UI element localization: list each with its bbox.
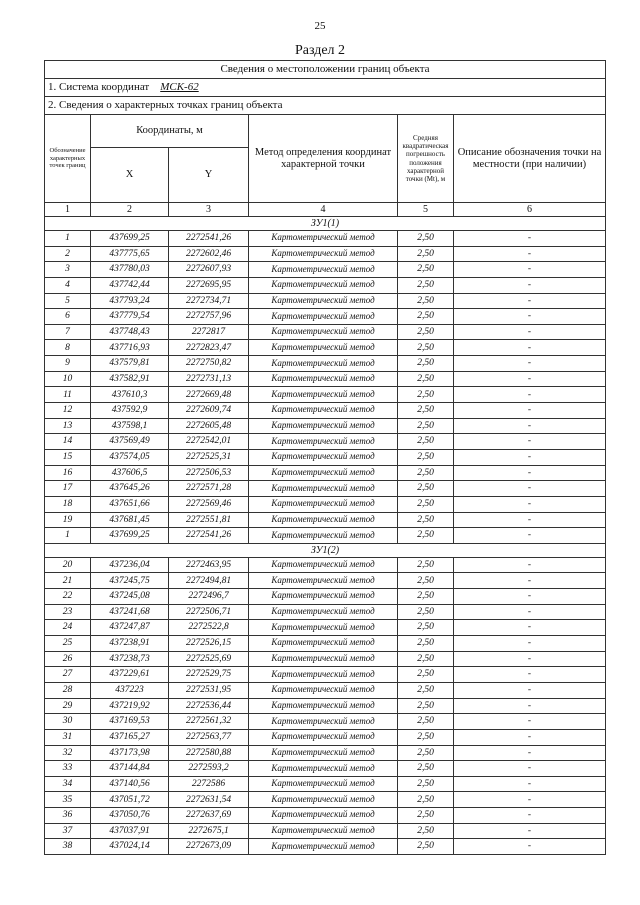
description-cell: - [454,729,606,745]
header-description: Описание обозначения точки на местности (при наличии) [454,115,606,203]
y-coordinate-cell: 2272563,77 [169,729,249,745]
y-coordinate-cell: 2272823,47 [169,340,249,356]
method-cell: Картометрический метод [249,340,398,356]
y-coordinate-cell: 2272506,53 [169,465,249,481]
table-row [45,729,606,745]
accuracy-cell: 2,50 [398,371,454,387]
y-coordinate-cell: 2272525,69 [169,651,249,667]
accuracy-cell: 2,50 [398,839,454,855]
accuracy-cell: 2,50 [398,528,454,544]
x-coordinate-cell: 437219,92 [91,698,169,714]
description-cell: - [454,387,606,403]
method-cell: Картометрический метод [249,371,398,387]
y-coordinate-cell: 2272607,93 [169,262,249,278]
y-coordinate-cell: 2272541,26 [169,231,249,247]
description-cell: - [454,371,606,387]
table-row [45,792,606,808]
method-cell: Картометрический метод [249,528,398,544]
point-id-cell: 6 [45,309,91,325]
x-coordinate-cell: 437681,45 [91,512,169,528]
accuracy-cell: 2,50 [398,387,454,403]
y-coordinate-cell: 2272525,31 [169,449,249,465]
point-id-cell: 16 [45,465,91,481]
table-row [45,512,606,528]
point-id-cell: 9 [45,356,91,372]
method-cell: Картометрический метод [249,729,398,745]
description-cell: - [454,403,606,419]
method-cell: Картометрический метод [249,573,398,589]
point-id-cell: 38 [45,839,91,855]
method-cell: Картометрический метод [249,808,398,824]
group-heading: ЗУ1(2) [45,543,606,557]
point-id-cell: 5 [45,293,91,309]
description-cell: - [454,418,606,434]
table-row [45,277,606,293]
y-coordinate-cell: 2272695,95 [169,277,249,293]
method-cell: Картометрический метод [249,636,398,652]
table-row [45,262,606,278]
description-cell: - [454,481,606,497]
x-coordinate-cell: 437645,26 [91,481,169,497]
method-cell: Картометрический метод [249,465,398,481]
table-row [45,651,606,667]
x-coordinate-cell: 437574,05 [91,449,169,465]
description-cell: - [454,651,606,667]
point-id-cell: 12 [45,403,91,419]
table-row [45,449,606,465]
x-coordinate-cell: 437793,24 [91,293,169,309]
point-id-cell: 8 [45,340,91,356]
x-coordinate-cell: 437247,87 [91,620,169,636]
description-cell: - [454,356,606,372]
header-point-designation: Обозначение характерных точек границ [45,115,91,203]
y-coordinate-cell: 2272551,81 [169,512,249,528]
coord-system-label: 1. Система координат [48,81,150,94]
accuracy-cell: 2,50 [398,636,454,652]
accuracy-cell: 2,50 [398,496,454,512]
accuracy-cell: 2,50 [398,262,454,278]
accuracy-cell: 2,50 [398,340,454,356]
description-cell: - [454,340,606,356]
accuracy-cell: 2,50 [398,557,454,573]
point-id-cell: 23 [45,604,91,620]
description-cell: - [454,512,606,528]
accuracy-cell: 2,50 [398,682,454,698]
point-id-cell: 37 [45,823,91,839]
point-id-cell: 3 [45,262,91,278]
accuracy-cell: 2,50 [398,309,454,325]
point-id-cell: 1 [45,528,91,544]
x-coordinate-cell: 437037,91 [91,823,169,839]
boundary-points-table [44,60,606,855]
point-id-cell: 35 [45,792,91,808]
x-coordinate-cell: 437051,72 [91,792,169,808]
x-coordinate-cell: 437245,08 [91,589,169,605]
method-cell: Картометрический метод [249,309,398,325]
y-coordinate-cell: 2272817 [169,324,249,340]
table-row [45,340,606,356]
x-coordinate-cell: 437775,65 [91,246,169,262]
method-cell: Картометрический метод [249,403,398,419]
y-coordinate-cell: 2272637,69 [169,808,249,824]
page-number: 25 [314,20,326,32]
table-row [45,808,606,824]
y-coordinate-cell: 2272734,71 [169,293,249,309]
method-cell: Картометрический метод [249,324,398,340]
table-row [45,231,606,247]
accuracy-cell: 2,50 [398,449,454,465]
y-coordinate-cell: 2272586 [169,776,249,792]
description-cell: - [454,309,606,325]
accuracy-cell: 2,50 [398,589,454,605]
description-cell: - [454,277,606,293]
y-coordinate-cell: 2272531,95 [169,682,249,698]
method-cell: Картометрический метод [249,589,398,605]
x-coordinate-cell: 437610,3 [91,387,169,403]
description-cell: - [454,589,606,605]
table-row [45,465,606,481]
x-coordinate-cell: 437780,03 [91,262,169,278]
table-row [45,682,606,698]
method-cell: Картометрический метод [249,262,398,278]
table-row [45,573,606,589]
x-coordinate-cell: 437241,68 [91,604,169,620]
header-coordinates: Координаты, м [91,115,249,148]
description-cell: - [454,604,606,620]
x-coordinate-cell: 437716,93 [91,340,169,356]
accuracy-cell: 2,50 [398,714,454,730]
header-method: Метод определения координат характерной точки [249,115,398,203]
table-row [45,557,606,573]
column-number: 2 [91,203,169,217]
description-cell: - [454,293,606,309]
point-id-cell: 7 [45,324,91,340]
description-cell: - [454,262,606,278]
accuracy-cell: 2,50 [398,667,454,683]
point-id-cell: 20 [45,557,91,573]
point-id-cell: 25 [45,636,91,652]
method-cell: Картометрический метод [249,231,398,247]
method-cell: Картометрический метод [249,651,398,667]
table-row [45,434,606,450]
description-cell: - [454,557,606,573]
method-cell: Картометрический метод [249,496,398,512]
description-cell: - [454,573,606,589]
description-cell: - [454,496,606,512]
method-cell: Картометрический метод [249,293,398,309]
x-coordinate-cell: 437748,43 [91,324,169,340]
y-coordinate-cell: 2272526,15 [169,636,249,652]
method-cell: Картометрический метод [249,449,398,465]
table-row [45,246,606,262]
method-cell: Картометрический метод [249,418,398,434]
column-number: 1 [45,203,91,217]
accuracy-cell: 2,50 [398,293,454,309]
x-coordinate-cell: 437742,44 [91,277,169,293]
x-coordinate-cell: 437779,54 [91,309,169,325]
description-cell: - [454,745,606,761]
x-coordinate-cell: 437169,53 [91,714,169,730]
accuracy-cell: 2,50 [398,231,454,247]
x-coordinate-cell: 437651,66 [91,496,169,512]
description-cell: - [454,620,606,636]
method-cell: Картометрический метод [249,557,398,573]
description-cell: - [454,682,606,698]
point-id-cell: 27 [45,667,91,683]
method-cell: Картометрический метод [249,387,398,403]
table-row [45,823,606,839]
x-coordinate-cell: 437592,9 [91,403,169,419]
description-cell: - [454,823,606,839]
x-coordinate-cell: 437582,91 [91,371,169,387]
y-coordinate-cell: 2272605,48 [169,418,249,434]
point-id-cell: 31 [45,729,91,745]
table-row [45,309,606,325]
point-id-cell: 15 [45,449,91,465]
accuracy-cell: 2,50 [398,418,454,434]
accuracy-cell: 2,50 [398,246,454,262]
point-id-cell: 17 [45,481,91,497]
accuracy-cell: 2,50 [398,745,454,761]
accuracy-cell: 2,50 [398,434,454,450]
table-row [45,839,606,855]
y-coordinate-cell: 2272506,71 [169,604,249,620]
y-coordinate-cell: 2272494,81 [169,573,249,589]
method-cell: Картометрический метод [249,481,398,497]
column-number: 5 [398,203,454,217]
accuracy-cell: 2,50 [398,512,454,528]
method-cell: Картометрический метод [249,776,398,792]
x-coordinate-cell: 437579,81 [91,356,169,372]
point-id-cell: 28 [45,682,91,698]
x-coordinate-cell: 437238,91 [91,636,169,652]
method-cell: Картометрический метод [249,698,398,714]
x-coordinate-cell: 437699,25 [91,528,169,544]
y-coordinate-cell: 2272669,48 [169,387,249,403]
description-cell: - [454,449,606,465]
x-coordinate-cell: 437024,14 [91,839,169,855]
x-coordinate-cell: 437238,73 [91,651,169,667]
y-coordinate-cell: 2272731,13 [169,371,249,387]
point-id-cell: 22 [45,589,91,605]
description-cell: - [454,667,606,683]
description-cell: - [454,528,606,544]
accuracy-cell: 2,50 [398,465,454,481]
method-cell: Картометрический метод [249,823,398,839]
column-number: 3 [169,203,249,217]
y-coordinate-cell: 2272569,46 [169,496,249,512]
x-coordinate-cell: 437165,27 [91,729,169,745]
description-cell: - [454,698,606,714]
table-row [45,293,606,309]
table-title: Сведения о местоположении границ объекта [45,61,606,79]
y-coordinate-cell: 2272561,32 [169,714,249,730]
description-cell: - [454,792,606,808]
table-row [45,604,606,620]
y-coordinate-cell: 2272609,74 [169,403,249,419]
method-cell: Картометрический метод [249,246,398,262]
x-coordinate-cell: 437598,1 [91,418,169,434]
method-cell: Картометрический метод [249,761,398,777]
description-cell: - [454,761,606,777]
table-row [45,776,606,792]
method-cell: Картометрический метод [249,682,398,698]
y-coordinate-cell: 2272757,96 [169,309,249,325]
accuracy-cell: 2,50 [398,277,454,293]
table-row [45,403,606,419]
point-id-cell: 19 [45,512,91,528]
point-id-cell: 33 [45,761,91,777]
accuracy-cell: 2,50 [398,698,454,714]
method-cell: Картометрический метод [249,512,398,528]
x-coordinate-cell: 437699,25 [91,231,169,247]
header-accuracy: Средняя квадратическая погрешность положения характерной точки (Mt), м [398,115,454,203]
method-cell: Картометрический метод [249,792,398,808]
description-cell: - [454,231,606,247]
group-heading: ЗУ1(1) [45,217,606,231]
description-cell: - [454,776,606,792]
points-section-label: 2. Сведения о характерных точках границ объекта [45,97,606,115]
accuracy-cell: 2,50 [398,823,454,839]
y-coordinate-cell: 2272522,8 [169,620,249,636]
table-row [45,745,606,761]
table-row [45,667,606,683]
y-coordinate-cell: 2272463,95 [169,557,249,573]
x-coordinate-cell: 437050,76 [91,808,169,824]
table-row [45,620,606,636]
method-cell: Картометрический метод [249,356,398,372]
method-cell: Картометрический метод [249,667,398,683]
point-id-cell: 24 [45,620,91,636]
y-coordinate-cell: 2272542,01 [169,434,249,450]
y-coordinate-cell: 2272541,26 [169,528,249,544]
x-coordinate-cell: 437229,61 [91,667,169,683]
accuracy-cell: 2,50 [398,403,454,419]
accuracy-cell: 2,50 [398,776,454,792]
x-coordinate-cell: 437245,75 [91,573,169,589]
table-row [45,761,606,777]
table-row [45,387,606,403]
description-cell: - [454,636,606,652]
method-cell: Картометрический метод [249,745,398,761]
description-cell: - [454,839,606,855]
point-id-cell: 34 [45,776,91,792]
table-row [45,636,606,652]
y-coordinate-cell: 2272602,46 [169,246,249,262]
method-cell: Картометрический метод [249,434,398,450]
point-id-cell: 18 [45,496,91,512]
point-id-cell: 32 [45,745,91,761]
y-coordinate-cell: 2272631,54 [169,792,249,808]
accuracy-cell: 2,50 [398,481,454,497]
method-cell: Картометрический метод [249,604,398,620]
point-id-cell: 21 [45,573,91,589]
accuracy-cell: 2,50 [398,808,454,824]
description-cell: - [454,324,606,340]
x-coordinate-cell: 437606,5 [91,465,169,481]
x-coordinate-cell: 437236,04 [91,557,169,573]
point-id-cell: 30 [45,714,91,730]
method-cell: Картометрический метод [249,620,398,636]
x-coordinate-cell: 437173,98 [91,745,169,761]
table-row [45,371,606,387]
point-id-cell: 4 [45,277,91,293]
point-id-cell: 2 [45,246,91,262]
column-number: 6 [454,203,606,217]
section-title: Раздел 2 [294,43,346,58]
table-row [45,698,606,714]
table-row [45,324,606,340]
accuracy-cell: 2,50 [398,651,454,667]
accuracy-cell: 2,50 [398,324,454,340]
point-id-cell: 14 [45,434,91,450]
description-cell: - [454,246,606,262]
method-cell: Картометрический метод [249,714,398,730]
point-id-cell: 10 [45,371,91,387]
y-coordinate-cell: 2272529,75 [169,667,249,683]
accuracy-cell: 2,50 [398,604,454,620]
x-coordinate-cell: 437569,49 [91,434,169,450]
table-row [45,714,606,730]
point-id-cell: 26 [45,651,91,667]
description-cell: - [454,465,606,481]
table-row [45,528,606,544]
y-coordinate-cell: 2272673,09 [169,839,249,855]
table-row [45,418,606,434]
table-row [45,481,606,497]
accuracy-cell: 2,50 [398,761,454,777]
method-cell: Картометрический метод [249,839,398,855]
y-coordinate-cell: 2272536,44 [169,698,249,714]
accuracy-cell: 2,50 [398,729,454,745]
y-coordinate-cell: 2272496,7 [169,589,249,605]
accuracy-cell: 2,50 [398,356,454,372]
column-number: 4 [249,203,398,217]
y-coordinate-cell: 2272580,88 [169,745,249,761]
table-row [45,496,606,512]
header-x: X [91,148,169,203]
y-coordinate-cell: 2272750,82 [169,356,249,372]
description-cell: - [454,434,606,450]
y-coordinate-cell: 2272675,1 [169,823,249,839]
point-id-cell: 36 [45,808,91,824]
accuracy-cell: 2,50 [398,792,454,808]
point-id-cell: 1 [45,231,91,247]
table-row [45,589,606,605]
y-coordinate-cell: 2272593,2 [169,761,249,777]
description-cell: - [454,808,606,824]
y-coordinate-cell: 2272571,28 [169,481,249,497]
point-id-cell: 13 [45,418,91,434]
point-id-cell: 29 [45,698,91,714]
accuracy-cell: 2,50 [398,620,454,636]
coord-system-value: МСК-62 [160,81,199,94]
description-cell: - [454,714,606,730]
table-row [45,356,606,372]
header-y: Y [169,148,249,203]
x-coordinate-cell: 437223 [91,682,169,698]
accuracy-cell: 2,50 [398,573,454,589]
method-cell: Картометрический метод [249,277,398,293]
coord-system-row [45,79,606,97]
x-coordinate-cell: 437140,56 [91,776,169,792]
point-id-cell: 11 [45,387,91,403]
x-coordinate-cell: 437144,84 [91,761,169,777]
